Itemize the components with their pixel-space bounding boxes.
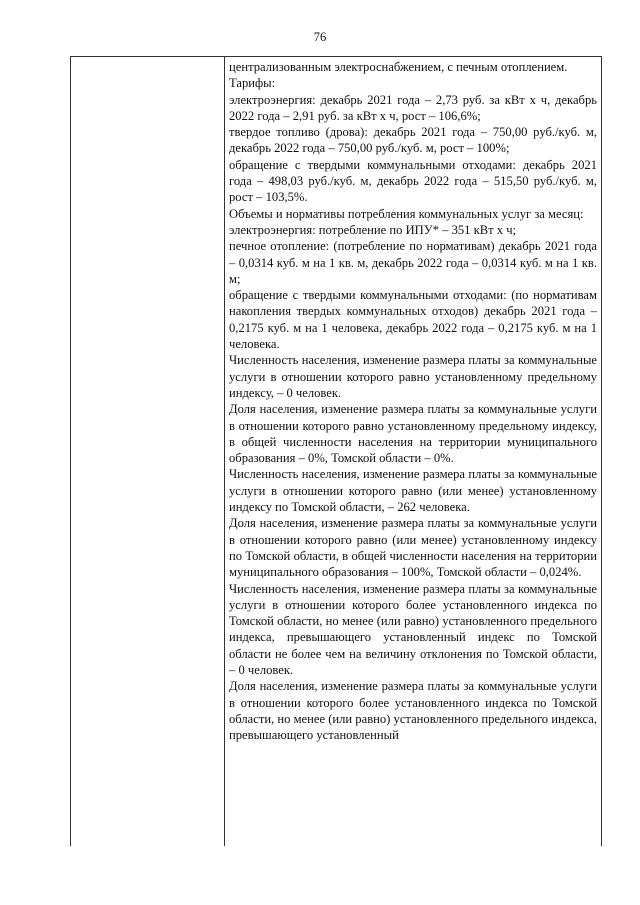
text-paragraph: Численность населения, изменение размера платы за коммунальные услуги в отношении которого равно установленному предельному индексу, – 0 человек. bbox=[229, 353, 597, 400]
text-paragraph: Тарифы: bbox=[229, 76, 276, 91]
text-paragraph: обращение с твердыми коммунальными отходами: декабрь 2021 года – 498,03 руб./куб. м, декабрь 2022 года – 515,50 руб./куб. м, рост – 103,5%. bbox=[229, 157, 597, 205]
text-paragraph: печное отопление: (потребление по нормативам) декабрь 2021 года – 0,0314 куб. м на 1 кв. м, декабрь 2022 года – 0,0314 куб. м на 1 кв. м; bbox=[229, 239, 597, 286]
text-paragraph: обращение с твердыми коммунальными отходами: (по нормативам накопления твердых коммунальных отходов) декабрь 2021 года – 0,2175 куб. м на 1 человека, декабрь 2022 года – 0,2175 куб. м на 1 человека. bbox=[229, 288, 597, 352]
text-paragraph: Доля населения, изменение размера платы за коммунальные услуги в отношении которого равно установленному предельному индексу, в общей численности населения на территории муниципального образования – 0%, Томской области – 0%. bbox=[229, 402, 597, 466]
page-number: 76 bbox=[313, 30, 327, 44]
text-paragraph: Численность населения, изменение размера платы за коммунальные услуги в отношении которого более установленного индекса по Томской области, но менее (или равно) установленного предельного индекса, превышающего установленный индекс по Томской области не более чем на величину отклонения по Томской области, – 0 человек. bbox=[229, 581, 597, 677]
text-paragraph: Доля населения, изменение размера платы за коммунальные услуги в отношении которого более установленного индекса по Томской области, но менее (или равно) установленного предельного индекса, превышающего установленный bbox=[229, 679, 598, 743]
text-paragraph: Численность населения, изменение размера платы за коммунальные услуги в отношении которого равно (или менее) установленному индексу по Томской области, – 262 человека. bbox=[229, 467, 597, 515]
table-left-column bbox=[71, 57, 225, 846]
text-paragraph: электроэнергия: декабрь 2021 года – 2,73 руб. за кВт х ч, декабрь 2022 года – 2,91 руб. за кВт х ч, рост – 106,6%; bbox=[229, 92, 597, 123]
text-paragraph: твердое топливо (дрова): декабрь 2021 года – 750,00 руб./куб. м, декабрь 2022 года – 750,00 руб./куб. м, рост – 100%; bbox=[229, 125, 597, 156]
text-paragraph: электроэнергия: потребление по ИПУ* – 351 кВт х ч; bbox=[229, 222, 517, 237]
text-paragraph: Доля населения, изменение размера платы за коммунальные услуги в отношении которого равно (или менее) установленному индексу по Томской области, в общей численности населения на территории муниципального образования – 100%, Томской области – 0,024%. bbox=[229, 516, 597, 580]
table-right-column bbox=[225, 57, 601, 846]
text-paragraph: Объемы и нормативы потребления коммунальных услуг за месяц: bbox=[229, 206, 584, 221]
text-paragraph: централизованным электроснабжением, с печным отоплением. bbox=[229, 60, 568, 74]
document-table bbox=[70, 56, 602, 846]
